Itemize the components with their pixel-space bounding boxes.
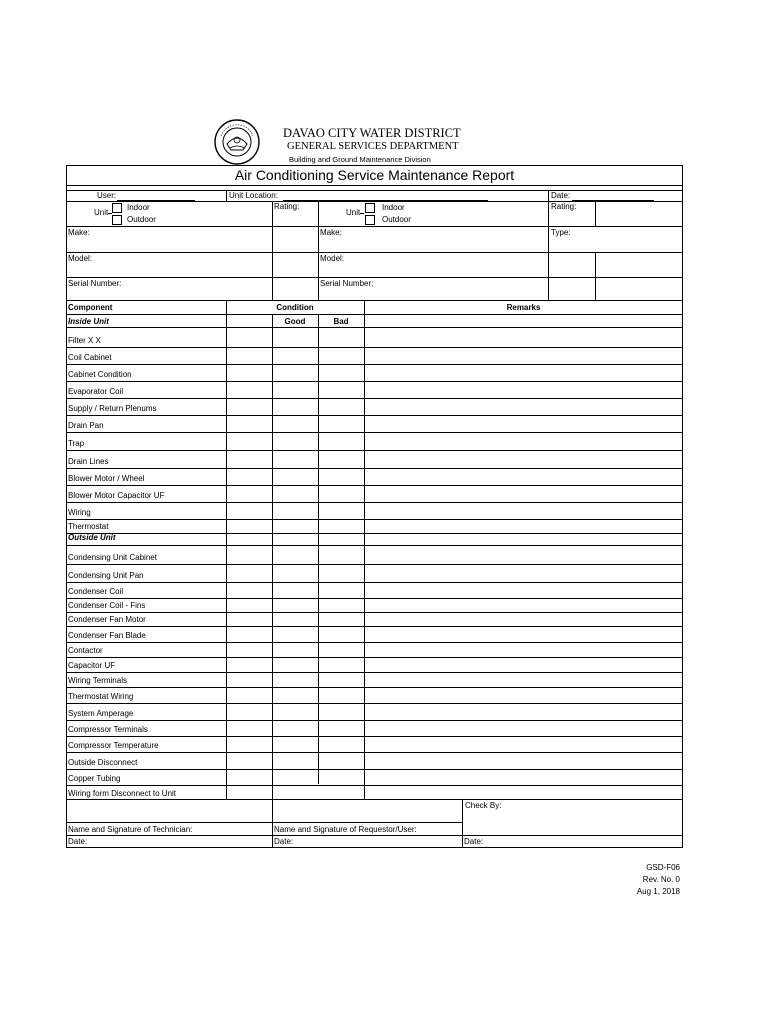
make-label: Make: [68, 228, 90, 237]
divider [66, 314, 683, 315]
outdoor-label: Outdoor [127, 215, 156, 224]
outside-unit-section: Outside Unit [68, 533, 116, 542]
divider [318, 201, 319, 300]
component-item: Coil Cabinet [68, 353, 112, 362]
row-divider [66, 598, 683, 599]
model-label: Model: [320, 254, 345, 263]
component-item: Cabinet Condition [68, 370, 132, 379]
component-item: Outside Disconnect [68, 758, 138, 767]
divider [66, 190, 683, 191]
row-divider [66, 752, 683, 753]
type-label: Type: [551, 228, 571, 237]
outdoor-checkbox[interactable] [112, 215, 122, 225]
unit-location-field[interactable] [283, 200, 488, 201]
divider [595, 252, 596, 300]
component-item: Condenser Fan Motor [68, 615, 146, 624]
indoor-checkbox[interactable] [365, 203, 375, 213]
row-divider [66, 626, 683, 627]
row-divider [66, 450, 683, 451]
rating-label: Rating: [551, 202, 577, 211]
component-item: Capacitor UF [68, 661, 116, 670]
component-item: Condensing Unit Cabinet [68, 553, 157, 562]
component-item: Thermostat [68, 522, 109, 531]
row-divider [66, 415, 683, 416]
row-divider [66, 564, 683, 565]
row-divider [66, 533, 683, 534]
divider [272, 799, 273, 848]
row-divider [66, 398, 683, 399]
doc-date: Aug 1, 2018 [636, 887, 680, 896]
row-divider [66, 381, 683, 382]
divider [226, 190, 227, 201]
component-item: Supply / Return Plenums [68, 404, 157, 413]
component-item: Trap [68, 439, 85, 448]
component-item: Thermostat Wiring [68, 692, 134, 701]
divider [66, 799, 683, 800]
user-label: User: [97, 191, 117, 200]
outdoor-label: Outdoor [382, 215, 411, 224]
row-divider [66, 502, 683, 503]
component-item: Blower Motor Capacitor UF [68, 491, 165, 500]
divider [226, 300, 227, 799]
component-item: System Amperage [68, 709, 134, 718]
remarks-header: Remarks [506, 303, 541, 312]
divider [462, 799, 463, 848]
doc-revision: Rev. No. 0 [642, 875, 680, 884]
row-divider [66, 642, 683, 643]
divider [272, 314, 273, 799]
unit-label: Unit [346, 208, 361, 217]
serial-number-label: Serial Number: [320, 279, 374, 288]
date-field[interactable] [572, 200, 654, 201]
unit-label: Unit [94, 208, 109, 217]
doc-code: GSD-F06 [646, 863, 680, 872]
component-item: Condenser Fan Blade [68, 631, 146, 640]
checker-date-label: Date: [464, 837, 484, 846]
form-title: Air Conditioning Service Maintenance Report [234, 167, 515, 183]
outdoor-checkbox[interactable] [365, 215, 375, 225]
component-item: Condenser Coil [68, 587, 124, 596]
component-item: Blower Motor / Wheel [68, 474, 145, 483]
serial-number-label: Serial Number: [68, 279, 122, 288]
divider [66, 835, 683, 836]
row-divider [66, 657, 683, 658]
component-item: Filter X X [68, 336, 101, 345]
org-seal-logo [213, 118, 261, 166]
requestor-signature-label: Name and Signature of Requestor/User: [274, 825, 417, 834]
row-divider [66, 736, 683, 737]
component-item: Condenser Coil - Fins [68, 601, 146, 610]
divider [272, 201, 273, 300]
model-label: Model: [68, 254, 93, 263]
divider [66, 277, 683, 278]
row-divider [66, 582, 683, 583]
row-divider [66, 612, 683, 613]
component-item: Evaporator Coil [68, 387, 124, 396]
component-item: Contactor [68, 646, 103, 655]
unit-location-label: Unit Location: [229, 191, 278, 200]
row-divider [66, 519, 683, 520]
condition-header: Condition [276, 303, 314, 312]
department-name: GENERAL SERVICES DEPARTMENT [287, 141, 459, 152]
inside-unit-section: Inside Unit [68, 317, 109, 326]
divider [66, 822, 463, 823]
component-item: Compressor Temperature [68, 741, 159, 750]
row-divider [66, 769, 683, 770]
divider [66, 252, 683, 253]
indoor-checkbox[interactable] [112, 203, 122, 213]
row-divider [66, 720, 683, 721]
component-header: Component [68, 303, 113, 312]
date-label: Date: [551, 191, 571, 200]
component-item: Drain Lines [68, 457, 109, 466]
component-item: Wiring [68, 508, 91, 517]
row-divider [66, 364, 683, 365]
row-divider [66, 687, 683, 688]
row-divider [66, 785, 683, 786]
make-label: Make: [320, 228, 342, 237]
divider [318, 314, 319, 784]
requestor-date-label: Date: [274, 837, 294, 846]
row-divider [66, 545, 683, 546]
component-item: Condensing Unit Pan [68, 571, 144, 580]
unit-connector [108, 213, 112, 214]
row-divider [66, 327, 683, 328]
unit-connector [360, 213, 364, 214]
technician-date-label: Date: [68, 837, 88, 846]
bad-header: Bad [333, 317, 349, 326]
divider [548, 190, 549, 300]
row-divider [66, 485, 683, 486]
divider [66, 300, 683, 301]
divider [66, 185, 683, 186]
row-divider [66, 703, 683, 704]
row-divider [66, 432, 683, 433]
org-name: DAVAO CITY WATER DISTRICT [283, 126, 461, 140]
component-item: Compressor Terminals [68, 725, 148, 734]
component-item: Copper Tubing [68, 774, 121, 783]
divider [364, 300, 365, 799]
row-divider [66, 672, 683, 673]
row-divider [66, 468, 683, 469]
check-by-label: Check By: [465, 801, 502, 810]
indoor-label: Indoor [382, 203, 405, 212]
user-field[interactable] [117, 200, 195, 201]
technician-signature-label: Name and Signature of Technician: [68, 825, 193, 834]
divider [66, 226, 683, 227]
division-name: Building and Ground Maintenance Division [289, 155, 431, 164]
indoor-label: Indoor [127, 203, 150, 212]
component-item: Drain Pan [68, 421, 104, 430]
divider [595, 201, 596, 226]
component-item: Wiring Terminals [68, 676, 127, 685]
divider [66, 201, 683, 202]
good-header: Good [284, 317, 306, 326]
component-item: Wiring form Disconnect to Unit [68, 789, 177, 798]
row-divider [66, 347, 683, 348]
rating-label: Rating: [274, 202, 300, 211]
